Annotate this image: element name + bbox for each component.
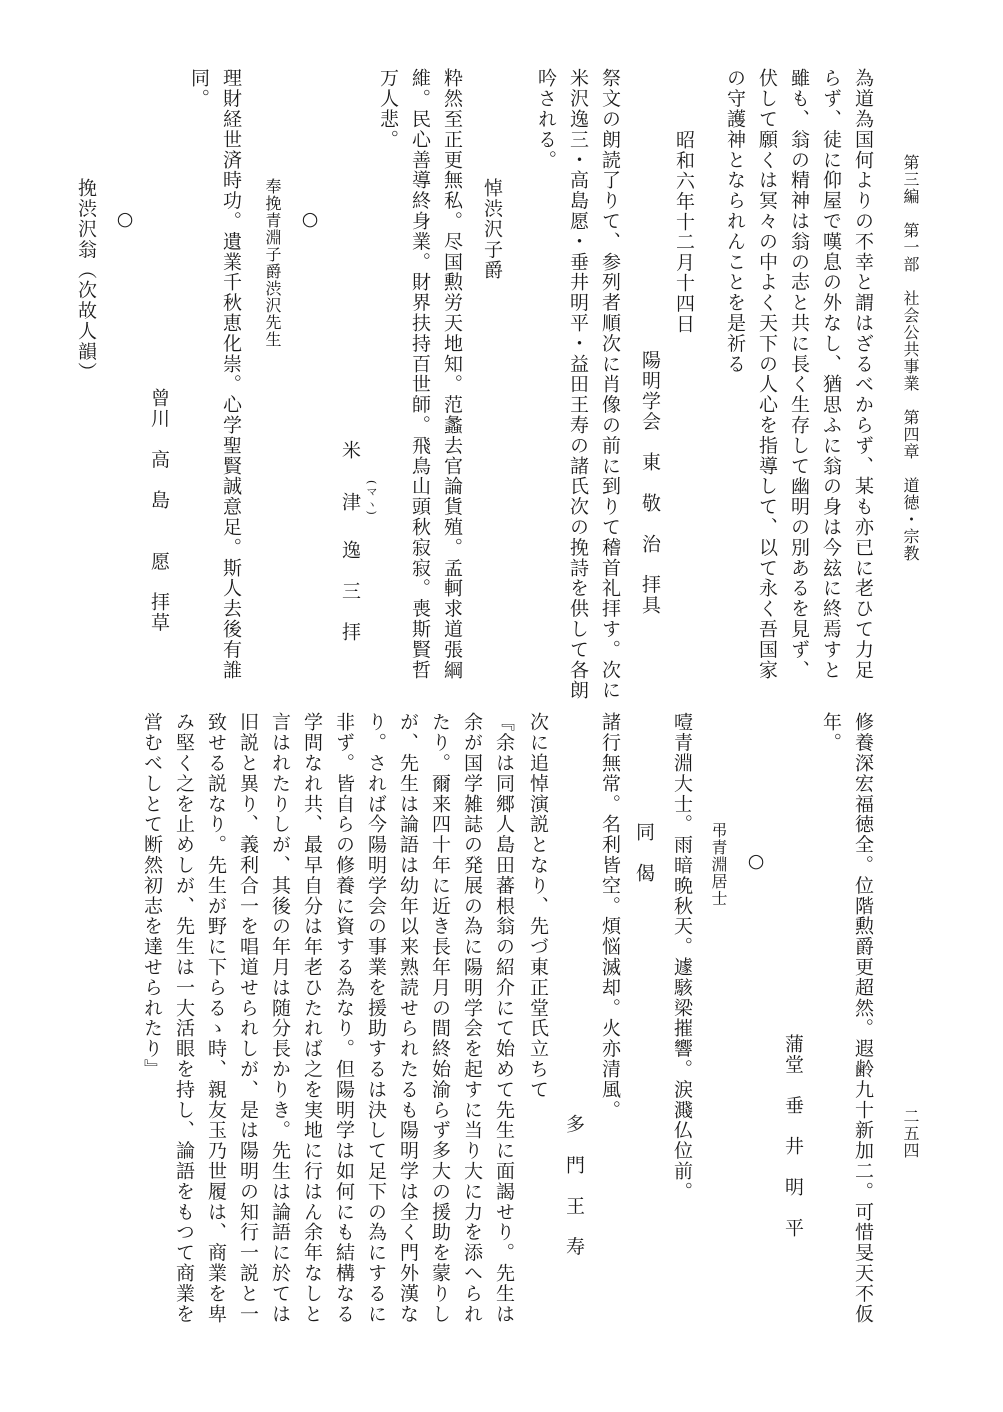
ceremony-line: 祭文の朗読了りて、参列者順次に肖像の前に到りて稽首礼拝す。次に — [599, 68, 621, 701]
poem-line: 同。 — [188, 68, 210, 109]
signature: 陽明学会 東 敬 治 拝具 — [639, 350, 661, 616]
poem-line: 万人悲。 — [377, 68, 399, 150]
poem-line: 諸行無常。名利皆空。煩悩滅却。火亦清風。 — [599, 712, 621, 1120]
speech-line: 言はれたりしが、其後の年月は随分長かりき。先生は論語に於ては — [269, 712, 291, 1324]
page-number: 二五四 — [901, 1108, 920, 1159]
poem-line: 理財経世済時功。遺業千秋恵化崇。心学聖賢誠意足。斯人去後有誰 — [220, 68, 242, 680]
speech-line: 非ず。皆自らの修養に資する為なり。但陽明学は如何にも結構なる — [333, 712, 355, 1324]
ruby-annotation: (マヽ) — [365, 480, 378, 517]
speech-line: 学問なれ共、最早自分は年老ひたれば之を実地に行はん余年なしと — [301, 712, 323, 1324]
text-line: 雖も、翁の精神は翁の志と共に長く生存して幽明の別あるを見ず、 — [788, 68, 810, 680]
poem-title: 悼渋沢子爵 — [481, 178, 503, 280]
poem-title: 同 偈 — [633, 822, 655, 884]
poem-line: 年。 — [820, 712, 842, 753]
poem-line: 維。民心善導終身業。財界扶持百世師。飛鳥山頭秋寂寂。喪斯賢哲 — [409, 68, 431, 680]
circle-mark: ○ — [114, 208, 136, 232]
text-line: の守護神となられんことを是祈る — [724, 68, 746, 374]
speech-line: が、先生は論語は幼年以来熟読せられたるも陽明学は全く門外漢な — [397, 712, 419, 1324]
circle-mark: ○ — [745, 850, 767, 874]
date: 昭和六年十二月十四日 — [673, 130, 695, 334]
speech-line: 『余は同郷人島田蕃根翁の紹介にて始めて先生に面謁せり。先生は — [493, 712, 515, 1324]
poem-title: 弔青淵居士 — [709, 822, 728, 907]
poem-line: 粋然至正更無私。尽国勲労天地知。范蠡去官論貨殖。孟軻求道張綱 — [441, 68, 463, 680]
speech-line: 旧説と異り、義利合一を唱道せられしが、是は陽明の知行一説と一 — [237, 712, 259, 1324]
poem-author: 蒲堂 垂 井 明 平 — [782, 1034, 804, 1238]
poem-author: 米 — [339, 440, 361, 461]
text-line: 伏して願くは冥々の中よく天下の人心を指導して、以て永く吾国家 — [756, 68, 778, 680]
speech-line: たり。爾来四十年に近き長年月の間終始渝らず多大の援助を蒙りし — [429, 712, 451, 1324]
poem-author: 曾川 高 島 愿 拝草 — [148, 388, 170, 633]
poem-title: 挽渋沢翁（次故人韻） — [75, 178, 97, 382]
poem-line: 修養深宏福徳全。位階勲爵更超然。遐齢九十新加二。可惜旻天不仮 — [852, 712, 874, 1324]
circle-mark: ○ — [299, 208, 321, 232]
poem-author: 逸 三 拝 — [339, 540, 361, 642]
running-title: 第三編 第一部 社会公共事業 第四章 道徳・宗教 — [901, 154, 920, 562]
poem-author: 多 門 王 寿 — [563, 1114, 585, 1257]
ceremony-line: 米沢逸三・高島愿・垂井明平・益田王寿の諸氏次の挽詩を供して各朗 — [567, 68, 589, 701]
poem-title: 奉挽青淵子爵渋沢先生 — [263, 178, 282, 348]
speech-line: り。されば今陽明学会の事業を援助するは決して足下の為にするに — [365, 712, 387, 1324]
poem-author-marked-kanji: 津 — [339, 492, 361, 513]
poem-line: 噎青淵大士。雨暗晩秋天。遽駭梁摧響。涙濺仏位前。 — [671, 712, 693, 1202]
speech-line: 致せる説なり。先生が野に下らるゝ時、親友玉乃世履は、商業を卑 — [205, 712, 227, 1324]
speech-line: 余が国学雑誌の発展の為に陽明学会を起すに当り大に力を添へられ — [461, 712, 483, 1324]
text-line: 為道為国何よりの不幸と謂はざるべからず、某も亦已に老ひて力足 — [852, 68, 874, 680]
text-line: らず、徒に仰屋で嘆息の外なし、猶思ふに翁の身は今玆に終焉すと — [820, 68, 842, 680]
speech-line: み堅く之を止めしが、先生は一大活眼を持し、論語をもつて商業を — [173, 712, 195, 1324]
speech-intro: 次に追悼演説となり、先づ東正堂氏立ちて — [527, 712, 549, 1100]
ceremony-line: 吟される。 — [535, 68, 557, 170]
speech-line: 営むべしとて断然初志を達せられたり』 — [141, 712, 163, 1080]
